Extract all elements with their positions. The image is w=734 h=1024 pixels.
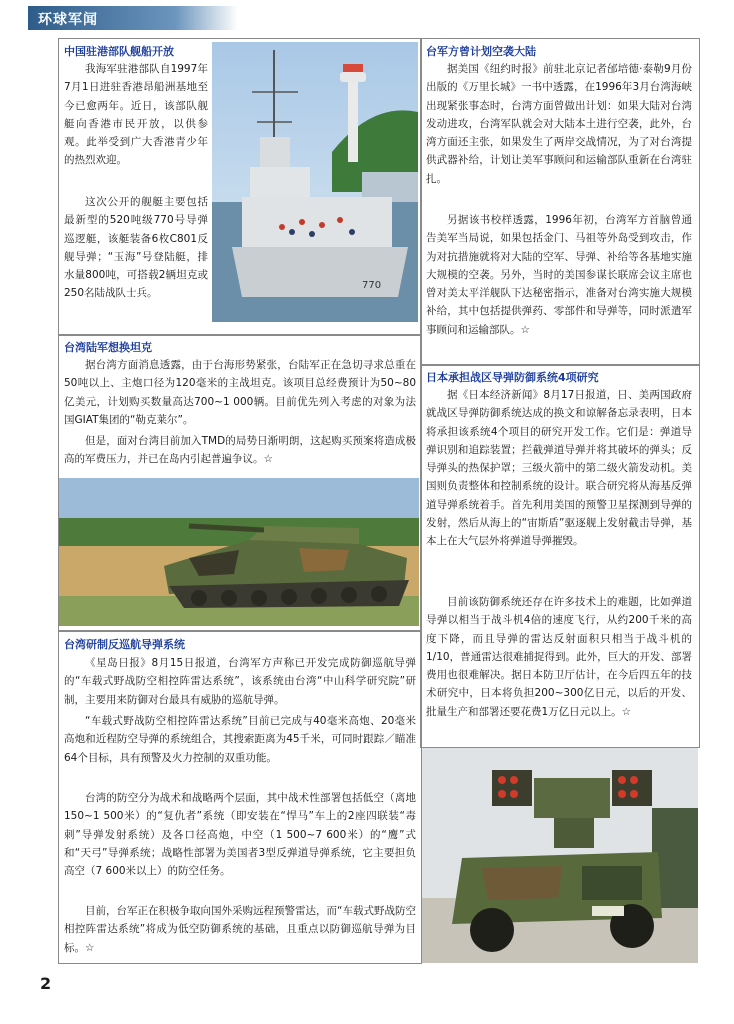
article-para-japan-tmd-2: 目前该防御系统还存在许多技术上的难题，比如弹道导弹以相当于战斗机4倍的速度飞行，从约200千米的高度下降，而且导弹的雷达反射面积只相当于战斗机的1/10，普通雷达很难捕捉得到。此外，巨大的开发、部署费用也很难解决。据日本防卫厅估计，在今后四五年的技术研究中，日本将负担200~300亿日元，以后的开发、批量生产和部署还要花费1万亿日元以上。☆ bbox=[426, 596, 692, 718]
tank-photo bbox=[59, 478, 419, 626]
article-para-taiwan-tank-1: 据台湾方面消息透露，由于台海形势紧张，台陆军正在急切寻求总重在50吨以上、主炮口径为120毫米的主战坦克。该项目总经费预计为50~80亿美元，计划购买数量高达700~1 000辆。目前优先列入考虑的对象为法国GIAT集团的“勒克莱尔”。 bbox=[64, 359, 416, 426]
article-para-hk-navy-1: 我海军驻港部队自1997年7月1日进驻香港昂船洲基地至今已愈两年。近日，该部队舰艇向香港市民开放，以供参观。此举受到广大香港青少年的热烈欢迎。 bbox=[64, 63, 208, 167]
article-para-taiwan-missile-3: 台湾的防空分为战术和战略两个层面，其中战术性部署包括低空（离地150~1 500米）的“复仇者”系统（即安装在“悍马”车上的2座四联装“毒刺”导弹发射系统）及各口径高炮，中空（1 500~7 600米）的“鹰”式和“天弓”导弹系统；战略性部署为美国者3型反弹道导弹系统，它主要担负高空（7 600米以上）的防空任务。 bbox=[64, 792, 416, 878]
svg-text:770: 770 bbox=[362, 280, 382, 291]
article-title-taiwan-missile: 台湾研制反巡航导弹系统 bbox=[64, 638, 185, 651]
article-title-taiwan-airlift: 台军方曾计划空袭大陆 bbox=[426, 45, 536, 58]
section-header-title: 环球军闻 bbox=[38, 12, 98, 28]
article-para-taiwan-missile-4: 目前，台军正在积极争取向国外采购远程预警雷达，而“车载式野战防空相控阵雷达系统”将成为低空防御系统的基础，且重点以防御巡航导弹为目标。☆ bbox=[64, 905, 416, 954]
article-para-taiwan-missile-2: “车载式野战防空相控阵雷达系统”目前已完成与40毫米高炮、20毫米高炮和近程防空导弹的系统组合，其搜索距离为45千米，可同时跟踪／瞄准64个目标，具有预警及火力控制的双重功能。 bbox=[64, 715, 416, 764]
section-header bbox=[28, 6, 238, 30]
article-para-taiwan-airlift-1: 据美国《纽约时报》前驻北京记者邰培德·泰勒9月份出版的《万里长城》一书中透露，在1996年3月台湾海峡出现紧张事态时，台湾方面曾做出计划：如果大陆对台湾发动进攻，台湾军队就会对大陆本土进行空袭，此外，台湾方面还主张，如果发生了两岸交战情况，为了对台湾提供武器补给，计划让美军事顾问和运输部队重新在台湾驻扎。 bbox=[426, 63, 692, 185]
article-para-hk-navy-2: 这次公开的舰艇主要包括最新型的520吨级770号导弹巡逻艇，该艇装备6枚C801反舰导弹；“玉海”号登陆艇，排水量800吨，可搭载2辆坦克或250名陆战队士兵。 bbox=[64, 196, 208, 300]
article-para-taiwan-airlift-2: 另据该书校样透露，1996年初，台湾军方首脑曾通告美军当局说，如果包括金门、马祖等外岛受到攻击，作为对抗措施就将对大陆的空军、导弹、补给等各基地实施大规模的空袭。另外，当时的美国参谋长联席会议主席也曾对美太平洋舰队下达秘密指示，准备对台湾实施大规模补给，其中包括提供弹药、零部件和导弹等，同时派遣军事顾问和运输部队。☆ bbox=[426, 214, 692, 336]
missile-vehicle-photo bbox=[422, 748, 698, 963]
page-number: 2 bbox=[40, 974, 52, 993]
article-title-hk-navy: 中国驻港部队舰船开放 bbox=[64, 45, 174, 58]
article-para-taiwan-tank-2: 但是，面对台湾目前加入TMD的局势日渐明朗，这起购买预案将造成极高的军费压力，并已在岛内引起普遍争议。☆ bbox=[64, 435, 416, 466]
article-para-japan-tmd-1: 据《日本经济新闻》8月17日报道，日、美两国政府就战区导弹防御系统达成的换文和谅解备忘录表明，日本将承担该系统4个项目的研究开发工作。它们是：弹道导弹识别和追踪装置；拦截弹道导弹并将其破坏的弹头；反导弹头的热保护罩；三级火箭中的第二级火箭发动机。美国则负责整体和控制系统的设计。联合研究将从海基反弹道导弹系统着手。首先利用美国的预警卫星探测到导弹的发射，然后从海上的“宙斯盾”驱逐舰上发射截击导弹，基本上在大气层外将弹道导弹摧毁。 bbox=[426, 389, 692, 548]
article-title-japan-tmd: 日本承担战区导弹防御系统4项研究 bbox=[426, 371, 599, 384]
article-title-taiwan-tank: 台湾陆军想换坦克 bbox=[64, 341, 152, 354]
article-para-taiwan-missile-1: 《星岛日报》8月15日报道，台湾军方声称已开发完成防御巡航导弹的“车载式野战防空相控阵雷达系统”，该系统由台湾“中山科学研究院”研制，主要用来防御对台最具有威胁的巡航导弹。 bbox=[64, 657, 416, 706]
warship-photo bbox=[212, 42, 418, 322]
